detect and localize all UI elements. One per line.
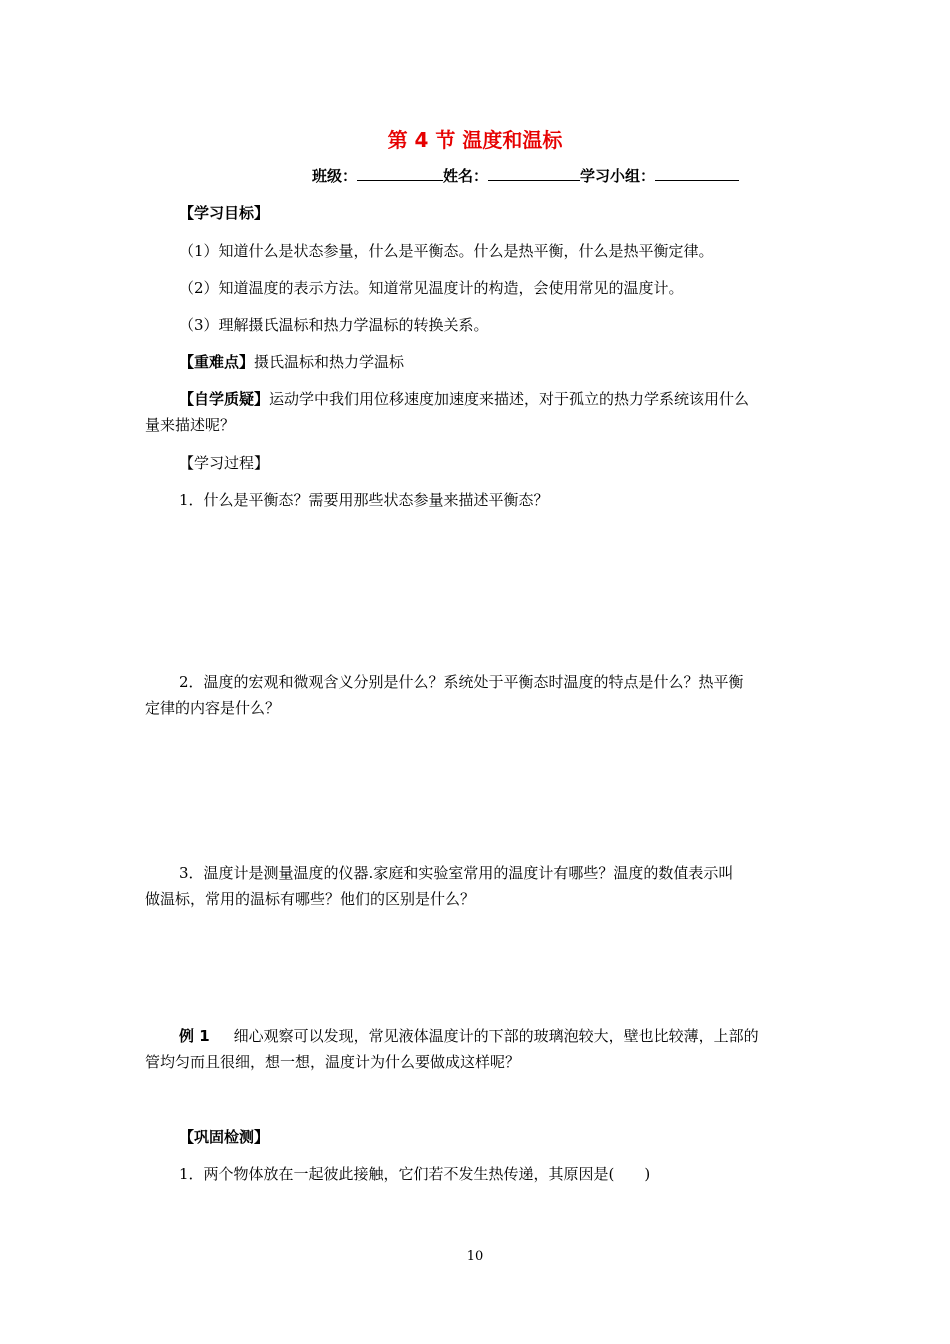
check-heading: 【巩固检测】: [179, 1128, 270, 1146]
process-question-1: 1．什么是平衡态？需要用那些状态参量来描述平衡态？: [179, 491, 549, 509]
self-study-text-1: 运动学中我们用位移速度加速度来描述，对于孤立的热力学系统该用什么: [269, 390, 750, 408]
check-question-1: 1．两个物体放在一起彼此接触，它们若不发生热传递，其原因是( ): [179, 1165, 651, 1183]
goal-item-3: （3）理解摄氏温标和热力学温标的转换关系。: [179, 316, 489, 334]
process-question-2-line-1: 2．温度的宏观和微观含义分别是什么？系统处于平衡态时温度的特点是什么？热平衡: [179, 673, 744, 691]
page-number: 10: [466, 1249, 484, 1264]
process-question-3-line-1: 3．温度计是测量温度的仪器.家庭和实验室常用的温度计有哪些？温度的数值表示叫: [179, 864, 734, 882]
name-label: 姓名：: [443, 167, 489, 185]
example-label: 例 1: [179, 1027, 210, 1045]
goals-heading: 【学习目标】: [179, 204, 270, 222]
process-question-2-line-2: 定律的内容是什么？: [145, 699, 281, 717]
goal-item-1: （1）知道什么是状态参量，什么是平衡态。什么是热平衡，什么是热平衡定律。: [179, 242, 714, 260]
self-study-text-2: 量来描述呢？: [145, 416, 236, 434]
example-text-1: 细心观察可以发现，常见液体温度计的下部的玻璃泡较大，壁也比较薄，上部的: [233, 1027, 759, 1045]
process-heading: 【学习过程】: [179, 454, 270, 472]
key-points-text: 摄氏温标和热力学温标: [254, 353, 405, 371]
group-blank: [655, 166, 739, 181]
key-points: [179, 351, 404, 372]
process-question-3: [145, 860, 810, 912]
class-label: 班级：: [312, 167, 358, 185]
page-title: 第 4 节 温度和温标: [387, 128, 563, 152]
goal-item-2: （2）知道温度的表示方法。知道常见温度计的构造，会使用常见的温度计。: [179, 279, 684, 297]
example-1: [145, 1023, 810, 1075]
student-info-line: [312, 165, 739, 186]
name-blank: [488, 166, 580, 181]
class-blank: [357, 166, 443, 181]
process-question-2: [145, 669, 810, 721]
self-study: [145, 386, 810, 438]
example-text-2: 管均匀而且很细，想一想，温度计为什么要做成这样呢？: [145, 1053, 521, 1071]
group-label: 学习小组：: [580, 167, 656, 185]
process-question-3-line-2: 做温标，常用的温标有哪些？他们的区别是什么？: [145, 890, 476, 908]
self-study-label: 【自学质疑】: [179, 390, 270, 408]
key-points-label: 【重难点】: [179, 353, 255, 371]
